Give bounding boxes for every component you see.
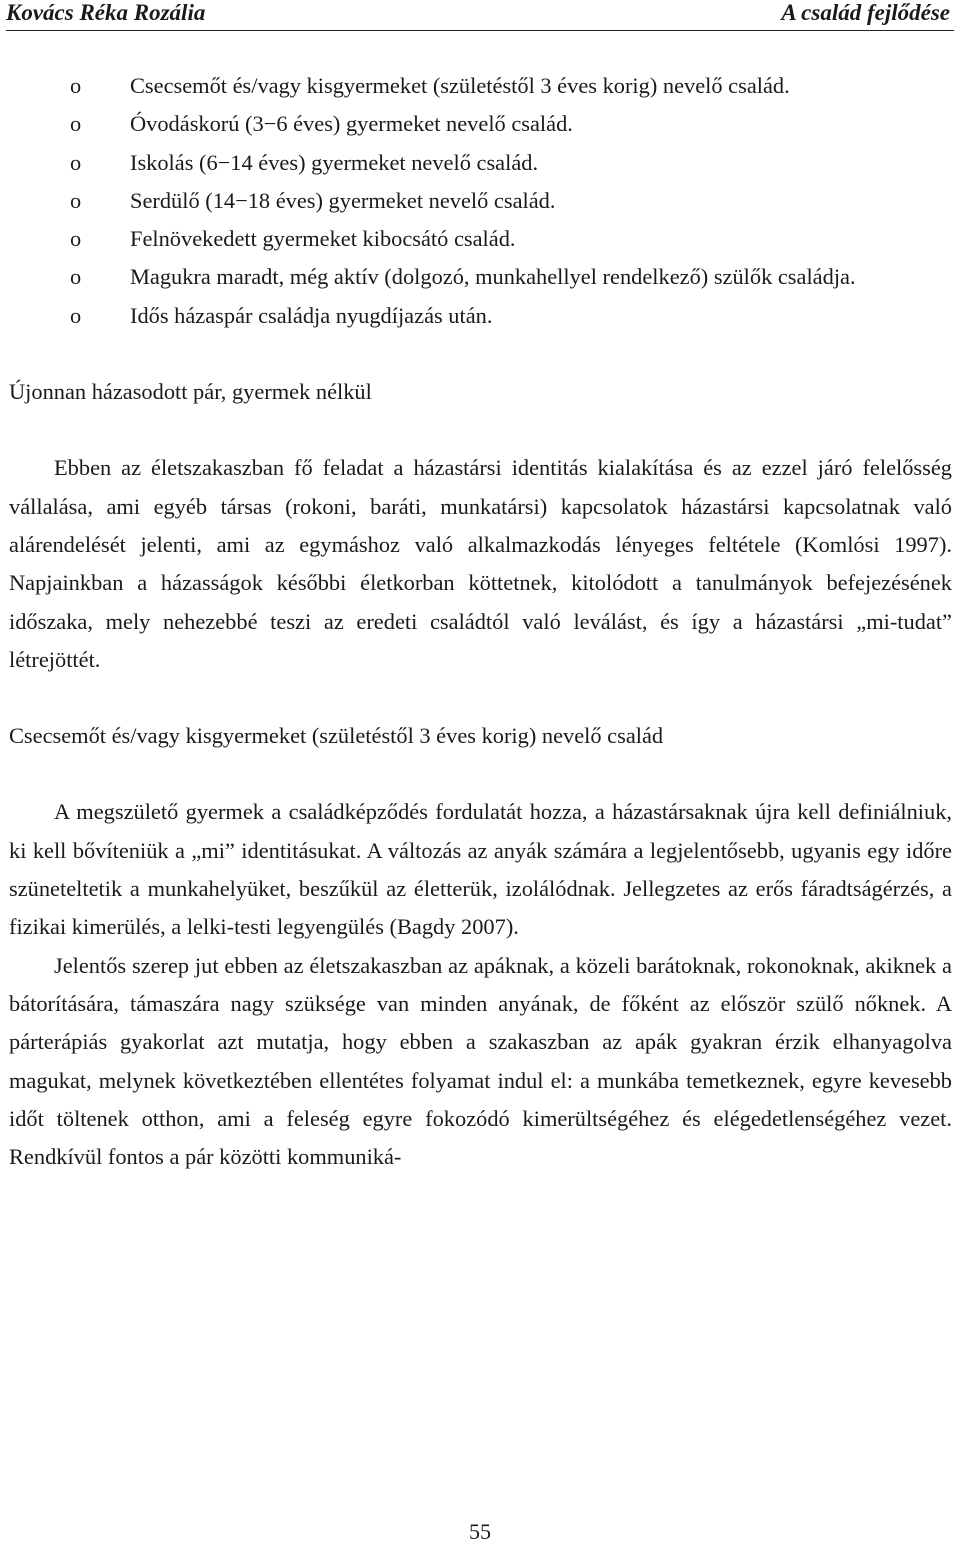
list-item <box>9 144 952 182</box>
bullet-icon: o <box>70 264 82 290</box>
list-item <box>9 182 952 220</box>
list-item-text: Serdülő (14−18 éves) gyermeket nevelő család. <box>130 187 556 213</box>
list-item-text: Idős házaspár családja nyugdíjazás után. <box>130 302 493 328</box>
family-stages-list <box>9 67 952 335</box>
spacer <box>9 335 952 373</box>
paragraph-infant-1: A megszülető gyermek a családképződés fordulatát hozza, a házastársaknak újra kell definiálniuk, ki kell bővíteniük a „mi” identitásukat. A változás az anyák számára a legjelentősebb, ugyanis egy időre szüneteltetik a munkahelyüket, beszűkül az életterük, izolálódnak. Jellegzetes az erős fáradtságérzés, a fizikai kimerülés, a lelki-testi legyengülés (Bagdy 2007). <box>9 799 952 940</box>
bullet-icon: o <box>70 111 82 137</box>
page-number: 55 <box>469 1519 491 1544</box>
header-title: A család fejlődése <box>781 0 950 25</box>
section-title-newlyweds: Újonnan házasodott pár, gyermek nélkül <box>9 379 372 405</box>
spacer <box>9 679 952 717</box>
bullet-icon: o <box>70 149 82 175</box>
spacer <box>9 755 952 793</box>
bullet-icon: o <box>70 226 82 252</box>
spacer <box>9 411 952 449</box>
header-author: Kovács Réka Rozália <box>6 0 206 25</box>
section-title-infant-family: Csecsemőt és/vagy kisgyermeket (születéstől 3 éves korig) nevelő család <box>9 723 664 749</box>
list-item <box>9 297 952 335</box>
page-header <box>6 0 954 31</box>
list-item-text: Magukra maradt, még aktív (dolgozó, munkahellyel rendelkező) szülők családja. <box>130 264 856 290</box>
bullet-icon: o <box>70 187 82 213</box>
list-item-text: Csecsemőt és/vagy kisgyermeket (születéstől 3 éves korig) nevelő család. <box>130 73 790 98</box>
list-item <box>9 258 952 296</box>
bullet-icon: o <box>70 302 82 328</box>
list-item-text: Óvodáskorú (3−6 éves) gyermeket nevelő család. <box>130 111 573 137</box>
list-item-text: Felnövekedett gyermeket kibocsátó család. <box>130 226 516 252</box>
page-content <box>9 67 952 1176</box>
list-item-text: Iskolás (6−14 éves) gyermeket nevelő család. <box>130 149 539 175</box>
list-item <box>9 220 952 258</box>
list-item <box>9 105 952 143</box>
paragraph-infant-2: Jelentős szerep jut ebben az életszakaszban az apáknak, a közeli barátoknak, rokonoknak, akiknek a bátorítására, támaszára nagy szüksége van minden anyának, de főként az először szülő nőknek. A párterápiás gyakorlat azt mutatja, hogy ebben a szakaszban az apák gyakran érzik elhanyagolva magukat, melynek következtében ellentétes folyamat indul el: a munkába temetkeznek, egyre kevesebb időt töltenek otthon, ami a feleség egyre fokozódó kimerültségéhez és elégedetlenségéhez vezet. Rendkívül fontos a pár közötti kommuniká- <box>9 952 952 1170</box>
bullet-icon: o <box>70 73 82 98</box>
list-item <box>9 67 952 105</box>
paragraph-newlyweds: Ebben az életszakaszban fő feladat a házastársi identitás kialakítása és az ezzel járó felelősség vállalása, ami egyéb társas (rokoni, baráti, munkatársi) kapcsolatok házastársi kapcsolatnak való alárendelését jelenti, ami az egymáshoz való alkalmazkodás lényeges feltétele (Komlósi 1997). Napjainkban a házasságok későbbi életkorban köttetnek, kitolódott a tanulmányok befejezésének időszaka, mely nehezebbé teszi az eredeti családtól való leválást, és így a házastársi „mi-tudat” létrejöttét. <box>9 455 952 672</box>
